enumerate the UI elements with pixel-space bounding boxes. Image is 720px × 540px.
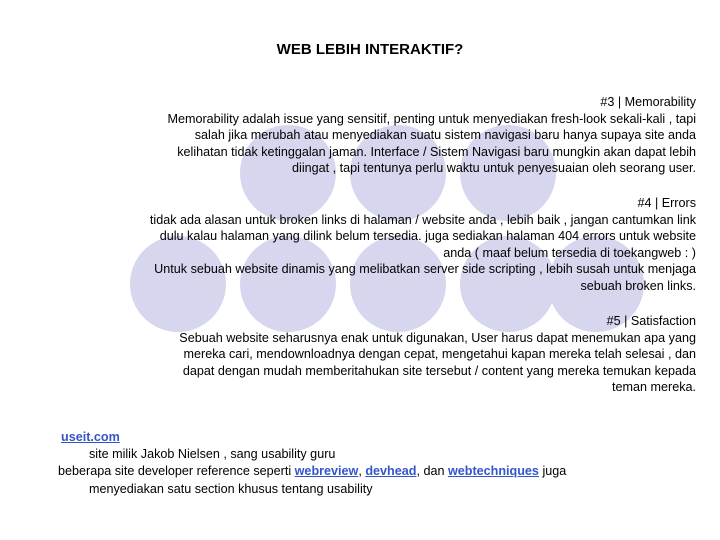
footer-text: , dan [416, 464, 448, 479]
section-line: diingat , tapi tentunya perlu waktu untuk penyesuaian oleh seorang user. [292, 161, 696, 176]
section-errors [150, 195, 696, 295]
footer-text: juga [538, 464, 567, 479]
section-line: teman mereka. [612, 380, 696, 395]
section-line: anda ( maaf belum tersedia di toekangweb : ) [443, 245, 696, 260]
section-line: tidak ada alasan untuk broken links di halaman / website anda , lebih baik , jangan cantumkan link [149, 212, 696, 227]
section-line: dapat dengan mudah memberitahukan site tersebut / content yang mereka temukan kepada [182, 363, 696, 378]
section-line: sebuah broken links. [580, 278, 696, 293]
section-line: salah jika merubah atau menyediakan suatu sistem navigasi baru hanya supaya site anda [194, 128, 696, 143]
footer-text: beberapa site developer reference seperti [58, 464, 295, 479]
footer-text: , [358, 464, 366, 479]
link-webtechniques[interactable]: webtechniques [447, 464, 539, 479]
link-webreview[interactable]: webreview [294, 464, 359, 479]
footer-line: menyediakan satu section khusus tentang usability [89, 481, 373, 496]
link-devhead[interactable]: devhead [365, 464, 417, 479]
section-memorability [167, 94, 696, 177]
link-useit[interactable]: useit.com [61, 430, 120, 444]
section-heading: #3 | Memorability [600, 95, 696, 109]
section-line: Sebuah website seharusnya enak untuk digunakan, User harus dapat menemukan apa yang [179, 330, 696, 345]
footer-references [58, 429, 567, 498]
section-line: dulu kalau halaman yang dilink belum tersedia. juga sediakan halaman 404 errors untuk website [159, 229, 696, 244]
page-title: WEB LEBIH INTERAKTIF? [276, 41, 464, 58]
section-heading: #4 | Errors [637, 196, 696, 210]
section-line: kelihatan tidak ketinggalan jaman. Interface / Sistem Navigasi baru mungkin akan dapat lebih [177, 144, 696, 159]
section-satisfaction [179, 313, 696, 396]
section-line: Memorability adalah issue yang sensitif, penting untuk menyediakan fresh-look sekali-kali , tapi [167, 111, 696, 126]
footer-line [58, 463, 566, 480]
section-line: Untuk sebuah website dinamis yang melibatkan server side scripting , lebih susah untuk menjaga [154, 262, 696, 277]
footer-line: site milik Jakob Nielsen , sang usability guru [89, 447, 336, 462]
section-line: mereka cari, mendownloadnya dengan cepat, mengetahui kapan mereka telah selesai , dan [183, 347, 696, 362]
section-heading: #5 | Satisfaction [606, 314, 696, 328]
